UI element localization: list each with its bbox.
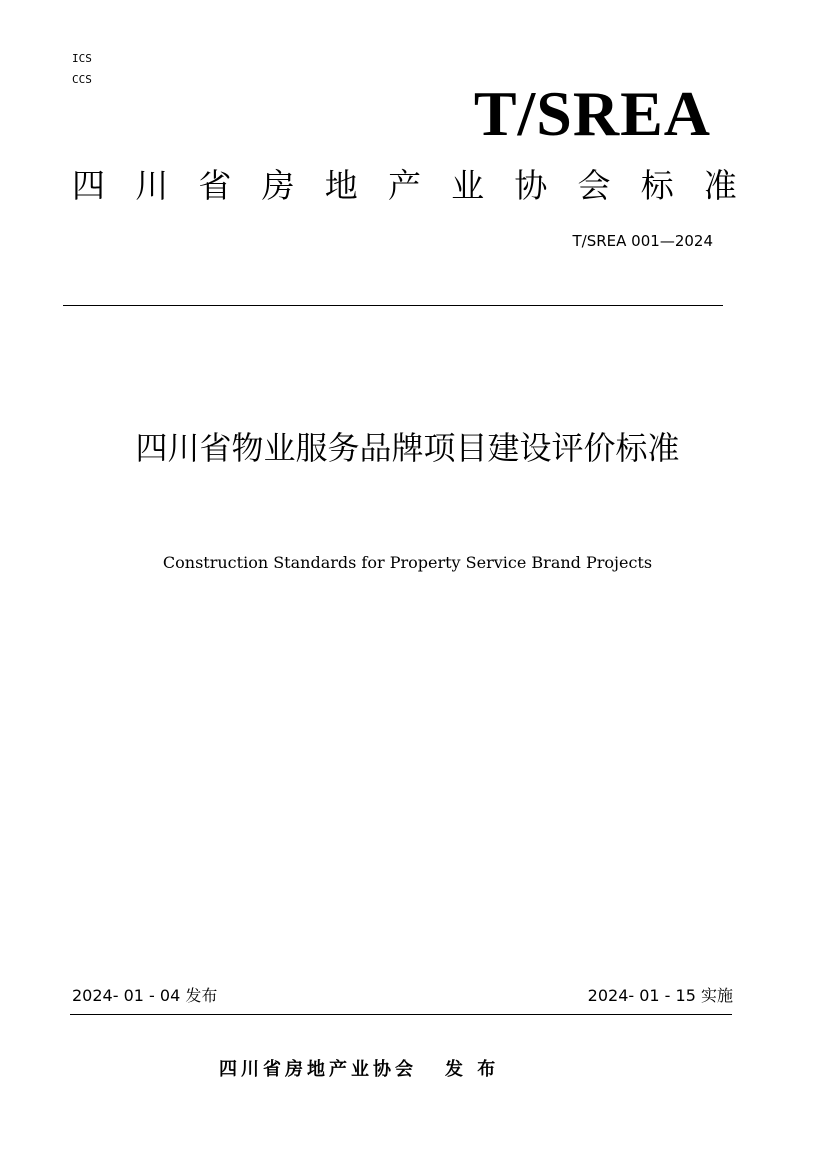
org-char: 准	[703, 166, 737, 205]
bottom-divider	[70, 1014, 732, 1015]
org-char: 标	[640, 166, 674, 205]
org-char: 省	[198, 166, 232, 205]
org-char: 业	[451, 166, 485, 205]
org-char: 地	[324, 166, 358, 205]
issuer-footer	[219, 1058, 499, 1082]
ics-label: ICS	[72, 52, 92, 65]
org-standard-header	[72, 164, 737, 208]
issue-action: 发 布	[445, 1059, 500, 1080]
publish-date: 2024- 01 - 04 发布	[72, 986, 218, 1005]
org-char: 会	[577, 166, 611, 205]
org-char: 四	[72, 166, 105, 205]
org-char: 协	[514, 166, 548, 205]
org-char: 产	[387, 166, 421, 205]
org-char: 川	[135, 166, 169, 205]
document-title-chinese: 四川省物业服务品牌项目建设评价标准	[135, 429, 680, 467]
standard-code: T/SREA 001—2024	[572, 232, 713, 250]
org-char: 房	[261, 166, 295, 205]
document-title-english: Construction Standards for Property Service Brand Projects	[162, 553, 653, 572]
ccs-label: CCS	[72, 73, 92, 86]
issuer-name: 四川省房地产业协会	[219, 1059, 417, 1080]
standard-logo: T/SREA	[473, 78, 711, 149]
implement-date: 2024- 01 - 15 实施	[587, 986, 733, 1005]
top-divider	[63, 305, 723, 306]
